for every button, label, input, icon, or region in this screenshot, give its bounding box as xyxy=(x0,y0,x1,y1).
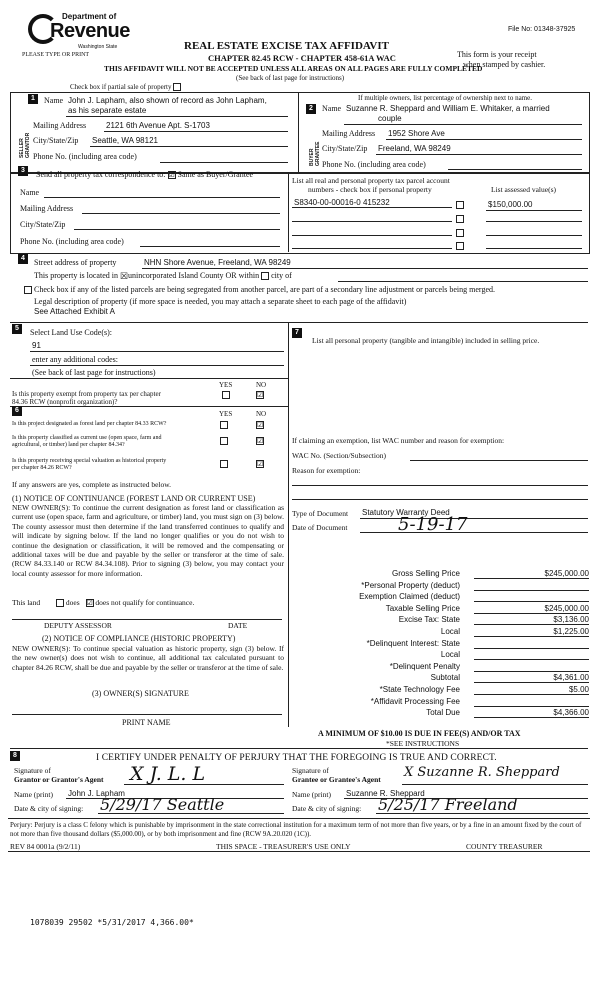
revenue-logo xyxy=(28,10,128,50)
doc-date-value[interactable]: 5-19-17 xyxy=(398,514,468,535)
seller-name-value-2[interactable]: as his separate estate xyxy=(68,106,147,115)
sec3-mailing-line xyxy=(82,213,280,214)
tax-row xyxy=(300,708,595,718)
current-use-question-2: agricultural, or timber) land per chapter 84.34? xyxy=(12,442,125,448)
grantee-sig-label-2: Grantee or Grantee's Agent xyxy=(292,775,381,784)
historic-question-2: per chapter 84.26 RCW? xyxy=(12,465,72,471)
grantee-sig-label-1: Signature of xyxy=(292,766,329,775)
partial-sale-checkbox[interactable] xyxy=(173,83,181,91)
tax-row xyxy=(300,604,595,614)
grantor-date-label: Date & city of signing: xyxy=(14,804,84,813)
seller-city-line xyxy=(90,146,288,147)
tax-row-label: *Affidavit Processing Fee xyxy=(370,696,460,706)
sec8-top-line xyxy=(10,748,588,749)
section-1-number: 1 xyxy=(28,94,38,104)
grantor-sig-line xyxy=(124,784,284,785)
section-divider-vertical xyxy=(298,92,299,172)
segregated-label: Check box if any of the listed parcels are being segregated from another parcel, are part of a secondary line adjustment or parcels being merged. xyxy=(34,285,495,294)
footer-bottom-line xyxy=(8,851,590,852)
same-as-buyer-text: Same as Buyer/Grantee xyxy=(177,170,254,179)
agency-line2: Revenue xyxy=(50,20,130,42)
buyer-city-label: City/State/Zip xyxy=(322,144,368,153)
parcel-line-2 xyxy=(292,221,452,222)
grantor-sig-label-1: Signature of xyxy=(14,766,51,775)
grantor-print-label: Name (print) xyxy=(14,790,53,799)
qualify-text: qualify for continuance. xyxy=(122,598,195,607)
buyer-name-label: Name xyxy=(322,104,342,113)
notice2-title: (2) NOTICE OF COMPLIANCE (HISTORIC PROPERTY) xyxy=(42,634,236,643)
agency-line1: Department of xyxy=(62,12,117,21)
tax-row-label: Subtotal xyxy=(430,673,460,683)
seller-city-label: City/State/Zip xyxy=(33,136,79,145)
seller-phone-line xyxy=(160,162,288,163)
footer-top-line xyxy=(8,818,590,819)
doc-date-label: Date of Document xyxy=(292,523,348,532)
tax-row-label: *Personal Property (deduct) xyxy=(361,580,460,590)
buyer-mailing-label: Mailing Address xyxy=(322,129,376,138)
buyer-grantee-label: BUYER GRANTEE xyxy=(309,141,321,166)
seller-phone-label: Phone No. (including area code) xyxy=(33,152,137,161)
parcel-line-3 xyxy=(292,235,452,236)
exempt-question-2: 84.36 RCW (nonprofit organization)? xyxy=(12,398,118,406)
lower-top-line xyxy=(10,322,588,323)
partial-sale-label xyxy=(70,83,181,91)
exemption-label: If claiming an exemption, list WAC number and reason for exemption: xyxy=(292,436,505,445)
partial-sale-text: Check box if partial sale of property xyxy=(70,83,172,91)
additional-codes-line xyxy=(30,365,284,366)
tax-row-value[interactable] xyxy=(474,639,589,649)
exempt-no-checkbox[interactable]: ☑ xyxy=(257,391,264,399)
deputy-assessor-label: DEPUTY ASSESSOR xyxy=(44,621,112,630)
land-use-label: Select Land Use Code(s): xyxy=(30,328,112,337)
seller-mailing-label: Mailing Address xyxy=(33,121,87,130)
segregated-text xyxy=(34,285,495,294)
street-value[interactable]: NHN Shore Avenue, Freeland, WA 98249 xyxy=(144,258,291,267)
buyer-mailing-line xyxy=(386,139,582,140)
tax-row xyxy=(300,697,595,707)
buyer-phone-line xyxy=(448,169,582,170)
tax-row-value[interactable]: $1,225.00 xyxy=(474,627,589,637)
form-warning: THIS AFFIDAVIT WILL NOT BE ACCEPTED UNLESS ALL AREAS ON ALL PAGES ARE FULLY COMPLETED xyxy=(104,64,483,73)
buyer-city-value[interactable]: Freeland, WA 98249 xyxy=(378,144,451,153)
tax-row-label: Gross Selling Price xyxy=(391,569,460,578)
owner-signature-label: (3) OWNER(S) SIGNATURE xyxy=(92,689,189,698)
sec5-yes-header: YES xyxy=(219,381,233,389)
sec5-sub-line xyxy=(10,378,288,379)
perjury-note: Perjury: Perjury is a class C felony which is punishable by imprisonment in the state correctional institution for a maximum term of not more than five years, or by a fine in an amount fixed by the court of not more than five thousand dollars ($5,000.00), or by both imprisonment and fine (RCW 9A.20.020 (1C)). xyxy=(10,821,582,838)
certify-statement: I CERTIFY UNDER PENALTY OF PERJURY THAT THE FOREGOING IS TRUE AND CORRECT. xyxy=(96,753,497,763)
street-line xyxy=(142,268,588,269)
section-7-number: 7 xyxy=(292,328,302,338)
grantor-date-value[interactable]: 5/29/17 Seattle xyxy=(100,795,225,814)
tax-row-label: Taxable Selling Price xyxy=(385,603,460,613)
section-2-number: 2 xyxy=(306,104,316,114)
doc-type-value[interactable]: Statutory Warranty Deed xyxy=(362,508,450,517)
unincorporated-checkbox[interactable]: ☒ xyxy=(119,271,129,282)
parcel-2-checkbox[interactable] xyxy=(456,215,464,223)
parcel-1-checkbox[interactable] xyxy=(456,201,464,209)
correspondence-text: Send all property tax correspondence to: xyxy=(36,170,166,179)
parcel-3-checkbox[interactable] xyxy=(456,229,464,237)
tax-row-label: Excise Tax: State xyxy=(398,615,460,625)
if-yes-note: If any answers are yes, complete as instructed below. xyxy=(12,480,172,489)
grantor-date-line xyxy=(98,813,284,814)
please-type: PLEASE TYPE OR PRINT xyxy=(22,52,90,58)
wac-line xyxy=(410,460,588,461)
located-line xyxy=(34,271,292,280)
grantor-print-value[interactable]: John J. Lapham xyxy=(68,789,125,798)
seller-mailing-value[interactable]: 2121 6th Avenue Apt. S-1703 xyxy=(106,121,210,130)
parcel-line-1 xyxy=(292,207,452,208)
same-as-buyer-checkbox[interactable]: ☑ xyxy=(168,171,175,180)
personal-property-label: List all personal property (tangible and intangible) included in selling price. xyxy=(312,336,540,345)
sec3-phone-line xyxy=(140,246,280,247)
receipt-line1: This form is your receipt xyxy=(457,50,537,59)
legal-description-label: Legal description of property (if more space is needed, you may attach a separate sheet to each page of the affidavit) xyxy=(34,297,407,306)
grantee-sig-line xyxy=(402,784,588,785)
current-use-no-checkbox[interactable]: ☑ xyxy=(257,437,264,445)
this-land-text: This land xyxy=(12,598,41,607)
minimum-fee-note: A MINIMUM OF $10.00 IS DUE IN FEE(S) AND/OR TAX xyxy=(318,729,521,738)
notice1-body: NEW OWNER(S): To continue the current designation as forest land or classification as current use (open space, farm and agriculture, or timber) land, you must sign on (3) below. The county assessor must then determine if the land transferred continues to qualify and will indicate by signing below. If the land no longer qualifies or you do not wish to continue the designation or classification, it will be removed and the compensating or additional taxes will be due and payable by the seller or transferor at the time of sale. (RCW 84.33.140 or RCW 84.34.108). Prior to signing (3) below, you may contact your local county assessor for more information. xyxy=(12,503,284,578)
doc-type-label: Type of Document xyxy=(292,509,349,518)
tax-row xyxy=(300,662,595,672)
form-see-back: (See back of last page for instructions) xyxy=(236,74,345,82)
forest-no-checkbox[interactable]: ☑ xyxy=(257,421,264,429)
treasurer-space: THIS SPACE - TREASURER'S USE ONLY xyxy=(216,842,351,851)
does-checkbox[interactable] xyxy=(56,599,64,607)
grantor-sig-label-2: Grantor or Grantor's Agent xyxy=(14,775,104,784)
tax-row-value[interactable]: $245,000.00 xyxy=(474,569,589,579)
section-3-divider xyxy=(288,172,289,252)
tax-row-value[interactable]: $3,136.00 xyxy=(474,615,589,625)
city-checkbox[interactable] xyxy=(261,272,269,280)
tax-row-value[interactable] xyxy=(474,662,589,672)
tax-row xyxy=(300,615,595,625)
tax-row-value[interactable] xyxy=(474,650,589,660)
assessed-line-3 xyxy=(486,235,582,236)
tax-row xyxy=(300,685,595,695)
reason-line-1 xyxy=(292,485,588,486)
parcel-4-checkbox[interactable] xyxy=(456,242,464,250)
file-number: File No: 01348-37925 xyxy=(508,26,576,33)
county-treasurer: COUNTY TREASURER xyxy=(466,842,543,851)
land-use-line xyxy=(30,351,284,352)
grantee-print-value[interactable]: Suzanne R. Sheppard xyxy=(346,789,425,798)
tax-row-label: Total Due xyxy=(426,708,460,718)
seller-grantor-label: SELLER GRANTOR xyxy=(19,132,31,158)
tax-row-value[interactable] xyxy=(474,697,589,707)
street-label: Street address of property xyxy=(34,258,117,267)
tax-row-label: Local xyxy=(440,627,460,636)
sec3-city-line xyxy=(74,229,280,230)
exempt-yes-checkbox[interactable] xyxy=(222,391,230,399)
deputy-line xyxy=(12,619,282,620)
buyer-name-line xyxy=(344,124,582,125)
tax-row-label: Exemption Claimed (deduct) xyxy=(359,592,460,602)
forest-yes-checkbox[interactable] xyxy=(220,421,228,429)
exempt-question-1: Is this property exempt from property tax per chapter xyxy=(12,390,161,398)
buyer-mailing-value[interactable]: 1952 Shore Ave xyxy=(388,129,445,138)
tax-row xyxy=(300,581,595,591)
sec6-no-header: NO xyxy=(256,410,267,418)
sec3-name-line xyxy=(44,197,280,198)
assessed-1-value[interactable]: $150,000.00 xyxy=(488,200,533,209)
tax-row-label: Local xyxy=(440,650,460,660)
tax-row-label: *Delinquent Penalty xyxy=(389,661,460,671)
tax-row-label: *State Technology Fee xyxy=(379,685,460,694)
form-chapter: CHAPTER 82.45 RCW - CHAPTER 458-61A WAC xyxy=(208,53,396,63)
parcel-line-4 xyxy=(292,248,452,249)
seller-mailing-line xyxy=(104,131,288,132)
section-6-number: 6 xyxy=(12,406,22,416)
reason-label: Reason for exemption: xyxy=(292,466,361,475)
seller-name-line xyxy=(66,116,288,117)
form-revision: REV 84 0001a (9/2/11) xyxy=(10,842,81,851)
does-text: does xyxy=(65,598,80,607)
parcel-header-2: numbers - check box if personal property xyxy=(308,185,432,194)
assessed-line-2 xyxy=(486,221,582,222)
print-name-label: PRINT NAME xyxy=(122,718,171,727)
tax-row xyxy=(300,673,595,683)
sec3-city-label: City/State/Zip xyxy=(20,220,66,229)
deputy-date-label: DATE xyxy=(228,621,248,630)
tax-row-label: *Delinquent Interest: State xyxy=(366,638,460,648)
sec6-yes-header: YES xyxy=(219,410,233,418)
grantor-signature[interactable]: X J. L. L xyxy=(130,763,206,785)
tax-row xyxy=(300,627,595,637)
does-not-text: does not xyxy=(95,598,121,607)
grantee-print-label: Name (print) xyxy=(292,790,331,799)
forest-question: Is this project designated as forest land per chapter 84.33 RCW? xyxy=(12,421,167,427)
current-use-question-1: Is this property classified as current use (open space, farm and xyxy=(12,435,162,441)
grantee-date-line xyxy=(376,813,588,814)
does-not-checkbox[interactable]: ☑ xyxy=(86,599,93,608)
notice1-title: (1) NOTICE OF CONTINUANCE (FOREST LAND OR CURRENT USE) xyxy=(12,494,256,503)
section-3-number: 3 xyxy=(18,166,28,176)
tax-row-value[interactable]: $4,361.00 xyxy=(474,673,589,683)
continuance-row xyxy=(12,598,194,607)
tax-row-value[interactable] xyxy=(474,592,589,602)
land-use-see-back: (See back of last page for instructions) xyxy=(32,368,156,377)
tax-row-value[interactable] xyxy=(474,581,589,591)
legal-description-value[interactable]: See Attached Exhibit A xyxy=(34,307,115,316)
wac-label: WAC No. (Section/Subsection) xyxy=(292,451,386,460)
tax-row xyxy=(300,592,595,602)
county-text: unincorporated Island County OR within xyxy=(127,271,260,280)
reason-line-2 xyxy=(292,499,588,500)
notice2-body: NEW OWNER(S): To continue special valuation as historic property, sign (3) below. If the new owner(s) does not wish to continue, all additional tax calculated pursuant to chapter 84.26 RCW, shall be due and payable by the seller or transferor at the time of sale. xyxy=(12,644,284,672)
sec3-phone-label: Phone No. (including area code) xyxy=(20,237,124,246)
seller-name-label: Name xyxy=(44,96,64,105)
grantee-date-label: Date & city of signing: xyxy=(292,804,362,813)
correspondence-label xyxy=(36,170,253,179)
sec6-top-line xyxy=(10,406,288,407)
buyer-city-line xyxy=(376,154,582,155)
tax-row xyxy=(300,569,595,579)
located-text: This property is located in xyxy=(34,271,118,280)
historic-no-checkbox[interactable]: ☑ xyxy=(257,460,264,468)
assessed-line-4 xyxy=(486,248,582,249)
land-use-code-value[interactable]: 91 xyxy=(32,341,41,350)
receipt-line2: when stamped by cashier. xyxy=(463,60,546,69)
parcel-header-1: List all real and personal property tax parcel account xyxy=(292,176,450,185)
buyer-name-value-2[interactable]: couple xyxy=(378,114,402,123)
section-8-number: 8 xyxy=(10,751,20,761)
doc-date-line xyxy=(360,532,588,533)
historic-question-1: Is this property receiving special valuation as historical property xyxy=(12,458,167,464)
additional-codes-label: enter any additional codes: xyxy=(32,355,118,364)
lower-divider-vertical xyxy=(288,323,289,727)
tax-row-value[interactable]: $5.00 xyxy=(474,685,589,695)
form-title: REAL ESTATE EXCISE TAX AFFIDAVIT xyxy=(184,40,389,52)
sec3-mailing-label: Mailing Address xyxy=(20,204,74,213)
tax-row xyxy=(300,639,595,649)
tax-row xyxy=(300,650,595,660)
parcel-1-value[interactable]: S8340-00-00016-0 415232 xyxy=(294,198,390,207)
tax-row-value[interactable]: $4,366.00 xyxy=(474,708,589,718)
grantee-date-value[interactable]: 5/25/17 Freeland xyxy=(378,795,518,814)
section-5-number: 5 xyxy=(12,324,22,334)
city-of-text: city of xyxy=(271,271,292,280)
seller-name-value[interactable]: John J. Lapham, also shown of record as John Lapham, xyxy=(68,96,267,105)
buyer-phone-label: Phone No. (including area code) xyxy=(322,160,426,169)
grantee-signature[interactable]: X Suzanne R. Sheppard xyxy=(404,765,560,780)
see-instructions-note: *SEE INSTRUCTIONS xyxy=(386,739,460,748)
doc-type-line xyxy=(360,518,588,519)
sec3-name-label: Name xyxy=(20,188,40,197)
multiple-owners-note: If multiple owners, list percentage of ownership next to name. xyxy=(358,94,532,102)
sec5-no-header: NO xyxy=(256,381,267,389)
buyer-name-value[interactable]: Suzanne R. Sheppard and William E. Whitaker, a married xyxy=(346,104,550,113)
assessed-line-1 xyxy=(486,210,582,211)
seller-city-value[interactable]: Seattle, WA 98121 xyxy=(92,136,158,145)
historic-yes-checkbox[interactable] xyxy=(220,460,228,468)
city-of-line xyxy=(338,281,588,282)
section-4-number: 4 xyxy=(18,254,28,264)
current-use-yes-checkbox[interactable] xyxy=(220,437,228,445)
assessed-header: List assessed value(s) xyxy=(491,185,556,194)
segregated-checkbox[interactable] xyxy=(24,286,32,294)
tax-row-value[interactable]: $245,000.00 xyxy=(474,604,589,614)
agency-line3: Washington State xyxy=(78,44,118,50)
owner-sig-line xyxy=(12,714,282,715)
cashier-stamp: 1078039 29502 *5/31/2017 4,366.00* xyxy=(30,918,194,927)
